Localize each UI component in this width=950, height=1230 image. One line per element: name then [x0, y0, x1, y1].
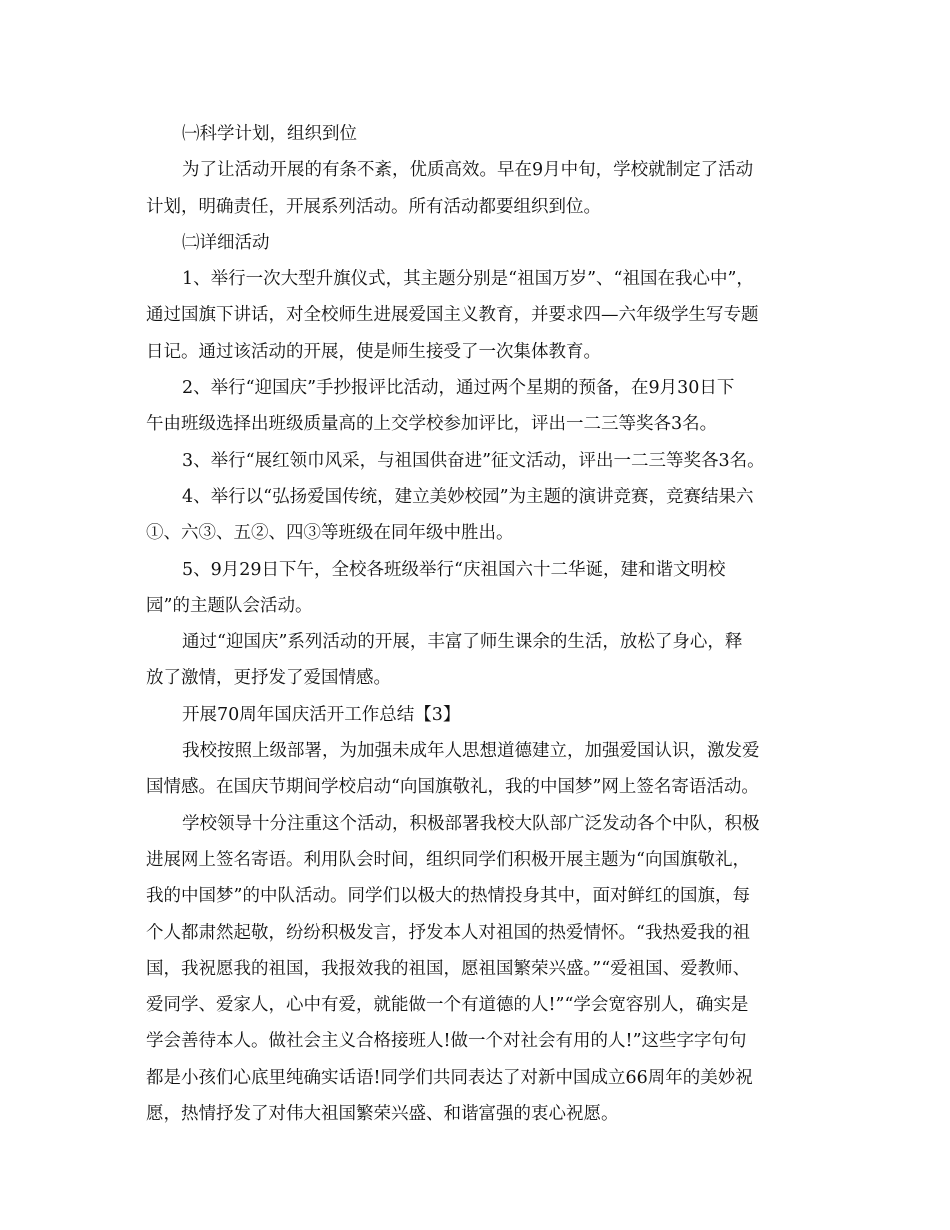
text-line: 学会善待本人。做社会主义合格接班人!做一个对社会有用的人!”这些字字句句: [146, 1031, 747, 1052]
paragraph-start-line: 为了让活动开展的有条不紊，优质高效。早在9月中旬，学校就制定了活动: [182, 160, 754, 181]
text-line: 愿，热情抒发了对伟大祖国繁荣兴盛、和谐富强的衷心祝愿。: [146, 1104, 619, 1125]
text-line: 国，我祝愿我的祖国，我报效我的祖国，愿祖国繁荣兴盛。”“爱祖国、爱教师、: [146, 958, 751, 979]
document-body: [146, 116, 818, 1132]
text-line: 爱同学、爱家人，心中有爱，就能做一个有道德的人!”“学会宽容别人，确实是: [146, 995, 749, 1016]
text-line: 放了激情，更抒发了爱国情感。: [146, 668, 391, 689]
paragraph-start-line: 1、举行一次大型升旗仪式，其主题分别是“祖国万岁”、“祖国在我心中”，: [182, 269, 754, 290]
text-line: 我的中国梦”的中队活动。同学们以极大的热情投身其中，面对鲜红的国旗，每: [146, 886, 750, 907]
text-line: 午由班级选择出班级质量高的上交学校参加评比，评出一二三等奖各3名。: [146, 414, 718, 435]
paragraph-start-line: 开展70周年国庆活开工作总结【3】: [182, 704, 461, 725]
paragraph-start-line: 4、举行以“弘扬爱国传统，建立美妙校园”为主题的演讲竞赛，竞赛结果六: [182, 486, 754, 507]
paragraph-start-line: 学校领导十分注重这个活动，积极部署我校大队部广泛发动各个中队，积极: [182, 813, 760, 834]
text-line: 日记。通过该活动的开展，使是师生接受了一次集体教育。: [146, 341, 601, 362]
text-line: 园”的主题队会活动。: [146, 595, 313, 616]
paragraph-start-line: 3、举行“展红领巾风采，与祖国供奋进”征文活动，评出一二三等奖各3名。: [182, 450, 765, 471]
text-line: 通过国旗下讲话，对全校师生进展爱国主义教育，并要求四—六年级学生写专题: [146, 305, 759, 326]
paragraph-start-line: 我校按照上级部署，为加强未成年人思想道德建立，加强爱国认识，激发爱: [182, 741, 760, 762]
paragraph-start-line: ㈡详细活动: [182, 232, 270, 253]
paragraph-start-line: 2、举行“迎国庆”手抄报评比活动，通过两个星期的预备，在9月30日下: [182, 378, 735, 399]
text-line: 进展网上签名寄语。利用队会时间，组织同学们积极开展主题为“向国旗敬礼，: [146, 849, 750, 870]
paragraph-start-line: 通过“迎国庆”系列活动的开展，丰富了师生课余的生活，放松了身心，释: [182, 632, 743, 653]
paragraph-start-line: ㈠科学计划，组织到位: [182, 124, 357, 144]
text-line: 国情感。在国庆节期间学校启动“向国旗敬礼，我的中国梦”网上签名寄语活动。: [146, 777, 759, 798]
paragraph-start-line: 5、9月29日下午，全校各班级举行“庆祖国六十二华诞，建和谐文明校: [182, 559, 726, 580]
text-line: 计划，明确责任，开展系列活动。所有活动都要组织到位。: [146, 196, 601, 217]
text-line: 都是小孩们心底里纯确实话语!同学们共同表达了对新中国成立66周年的美妙祝: [146, 1067, 753, 1088]
text-line: 个人都肃然起敬，纷纷积极发言，抒发本人对祖国的热爱情怀。“我热爱我的祖: [146, 922, 750, 943]
text-line: ①、六③、五②、四③等班级在同年级中胜出。: [146, 523, 514, 544]
